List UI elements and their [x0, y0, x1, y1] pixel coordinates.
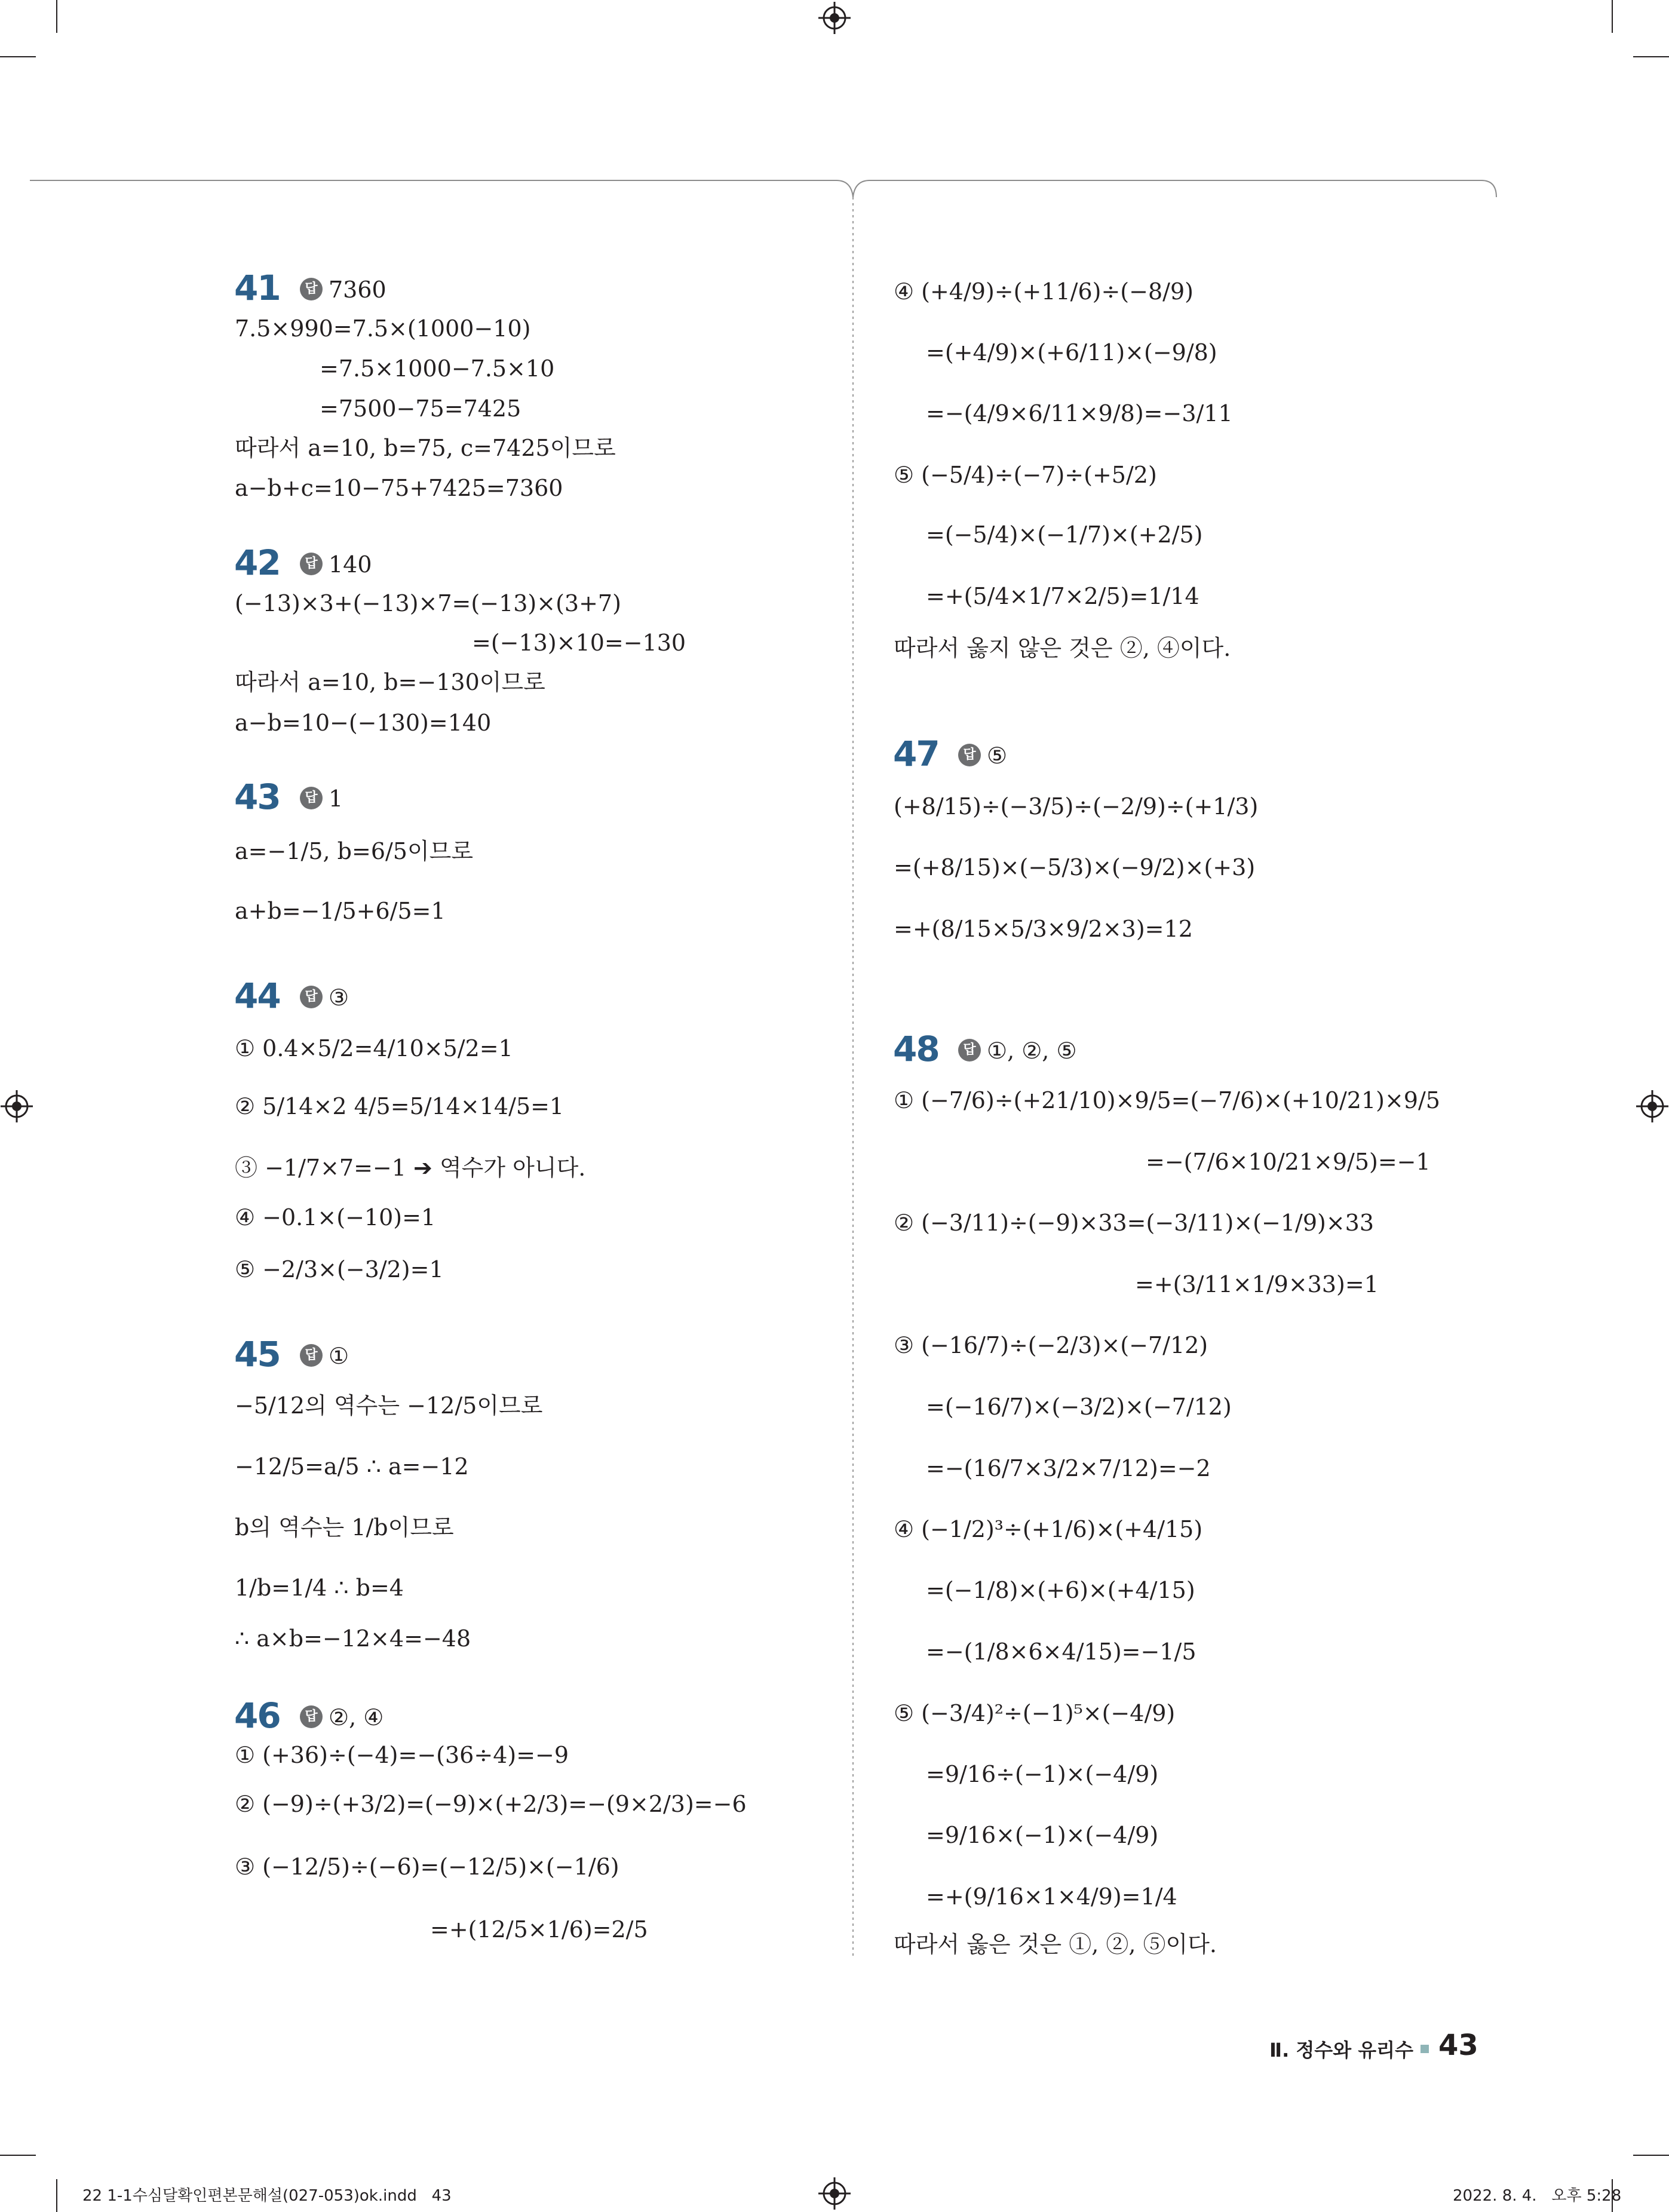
solution-line: =−(4/9×6/11×9/8)=−3/11: [926, 400, 1233, 427]
solution-line: −12/5=a/5 ∴ a=−12: [235, 1453, 469, 1480]
problem-number: 45: [234, 1334, 280, 1375]
solution-line: ④ (+4/9)÷(+11/6)÷(−8/9): [894, 278, 1194, 305]
solution-line: ① (−7/6)÷(+21/10)×9/5=(−7/6)×(+10/21)×9/5: [894, 1087, 1440, 1113]
solution-line: a=−1/5, b=6/5이므로: [235, 838, 474, 864]
solution-line: b의 역수는 1/b이므로: [235, 1514, 454, 1541]
solution-line: −5/12의 역수는 −12/5이므로: [235, 1392, 543, 1419]
solution-line: 따라서 옳은 것은 ①, ②, ⑤이다.: [894, 1931, 1217, 1958]
solution-line: a−b+c=10−75+7425=7360: [235, 475, 563, 501]
solution-line: (−13)×3+(−13)×7=(−13)×(3+7): [235, 590, 621, 616]
solution-line: =+(9/16×1×4/9)=1/4: [926, 1883, 1177, 1910]
answer-value: 7360: [329, 277, 386, 303]
solution-line: ⑤ (−5/4)÷(−7)÷(+5/2): [894, 462, 1157, 488]
right-column: [854, 0, 1631, 2212]
solution-line: 따라서 a=10, b=75, c=7425이므로: [235, 435, 616, 461]
problem-number: 46: [234, 1695, 280, 1736]
solution-line: ③ (−12/5)÷(−6)=(−12/5)×(−1/6): [235, 1854, 619, 1880]
solution-line: 1/b=1/4 ∴ b=4: [235, 1575, 404, 1601]
solution-line: ③ (−16/7)÷(−2/3)×(−7/12): [894, 1332, 1208, 1358]
answer-badge: 답: [300, 278, 323, 300]
solution-line: =+(5/4×1/7×2/5)=1/14: [926, 583, 1199, 609]
solution-line: =7500−75=7425: [320, 395, 521, 422]
answer-badge: 답: [300, 553, 323, 575]
solution-line: =(−16/7)×(−3/2)×(−7/12): [926, 1394, 1232, 1420]
problem-number: 48: [893, 1029, 939, 1069]
slug-filename: 22 1-1수심달확인편본문해설(027-053)ok.indd 43: [82, 2187, 452, 2205]
solution-line: ⑤ (−3/4)²÷(−1)⁵×(−4/9): [894, 1700, 1176, 1726]
problem-number: 41: [234, 268, 280, 308]
answer-badge: 답: [300, 1705, 323, 1728]
solution-line: 따라서 옳지 않은 것은 ②, ④이다.: [894, 635, 1231, 661]
problem-number: 44: [234, 975, 280, 1016]
answer-value: 140: [329, 551, 372, 578]
solution-line: =9/16÷(−1)×(−4/9): [926, 1761, 1159, 1787]
solution-line: a+b=−1/5+6/5=1: [235, 898, 446, 924]
solution-line: =(−1/8)×(+6)×(+4/15): [926, 1577, 1195, 1603]
solution-line: (+8/15)÷(−3/5)÷(−2/9)÷(+1/3): [894, 793, 1259, 820]
solution-line: ② (−9)÷(+3/2)=(−9)×(+2/3)=−(9×2/3)=−6: [235, 1791, 747, 1817]
solution-line: =−(1/8×6×4/15)=−1/5: [926, 1639, 1196, 1665]
answer-value: 1: [329, 786, 343, 812]
problem-number: 43: [234, 777, 280, 817]
solution-line: ② (−3/11)÷(−9)×33=(−3/11)×(−1/9)×33: [894, 1210, 1375, 1236]
solution-line: =+(3/11×1/9×33)=1: [1135, 1271, 1379, 1297]
answer-value: ③: [329, 984, 349, 1011]
problem-number: 47: [893, 734, 939, 774]
answer-value: ①: [329, 1343, 349, 1369]
solution-line: =(+8/15)×(−5/3)×(−9/2)×(+3): [894, 854, 1256, 880]
answer-value: ⑤: [987, 743, 1008, 769]
problem-number: 42: [234, 542, 280, 583]
separator-square: [1421, 2045, 1429, 2053]
solution-line: 따라서 a=10, b=−130이므로: [235, 669, 545, 695]
slug-datetime: 2022. 8. 4. 오후 5:28: [1453, 2187, 1622, 2205]
solution-line: ② 5/14×2 4/5=5/14×14/5=1: [235, 1093, 564, 1119]
solution-line: =9/16×(−1)×(−4/9): [926, 1822, 1159, 1848]
page-number: 43: [1438, 2029, 1478, 2062]
solution-line: ① (+36)÷(−4)=−(36÷4)=−9: [235, 1742, 569, 1768]
solution-line: ④ (−1/2)³÷(+1/6)×(+4/15): [894, 1516, 1203, 1542]
answer-badge: 답: [300, 787, 323, 809]
solution-line: ∴ a×b=−12×4=−48: [235, 1625, 471, 1652]
solution-line: =7.5×1000−7.5×10: [320, 355, 555, 382]
chapter-title: Ⅱ. 정수와 유리수: [1269, 2039, 1413, 2061]
solution-line: =+(12/5×1/6)=2/5: [430, 1916, 648, 1943]
solution-line: a−b=10−(−130)=140: [235, 710, 492, 736]
solution-line: =(−5/4)×(−1/7)×(+2/5): [926, 521, 1203, 548]
solution-line: 7.5×990=7.5×(1000−10): [235, 315, 531, 342]
solution-line: ③ −1/7×7=−1 ➔ 역수가 아니다.: [235, 1155, 586, 1181]
solution-line: ⑤ −2/3×(−3/2)=1: [235, 1256, 444, 1283]
solution-line: ① 0.4×5/2=4/10×5/2=1: [235, 1035, 513, 1061]
solution-line: ④ −0.1×(−10)=1: [235, 1204, 436, 1231]
answer-badge: 답: [958, 744, 981, 766]
answer-badge: 답: [300, 1344, 323, 1367]
solution-line: =+(8/15×5/3×9/2×3)=12: [894, 916, 1193, 942]
solution-line: =−(7/6×10/21×9/5)=−1: [1146, 1149, 1431, 1175]
answer-value: ②, ④: [329, 1704, 384, 1731]
solution-line: =(−13)×10=−130: [472, 630, 686, 656]
solution-line: =(+4/9)×(+6/11)×(−9/8): [926, 339, 1217, 366]
solution-line: =−(16/7×3/2×7/12)=−2: [926, 1455, 1211, 1481]
answer-value: ①, ②, ⑤: [987, 1038, 1077, 1064]
answer-badge: 답: [958, 1039, 981, 1061]
answer-badge: 답: [300, 986, 323, 1008]
